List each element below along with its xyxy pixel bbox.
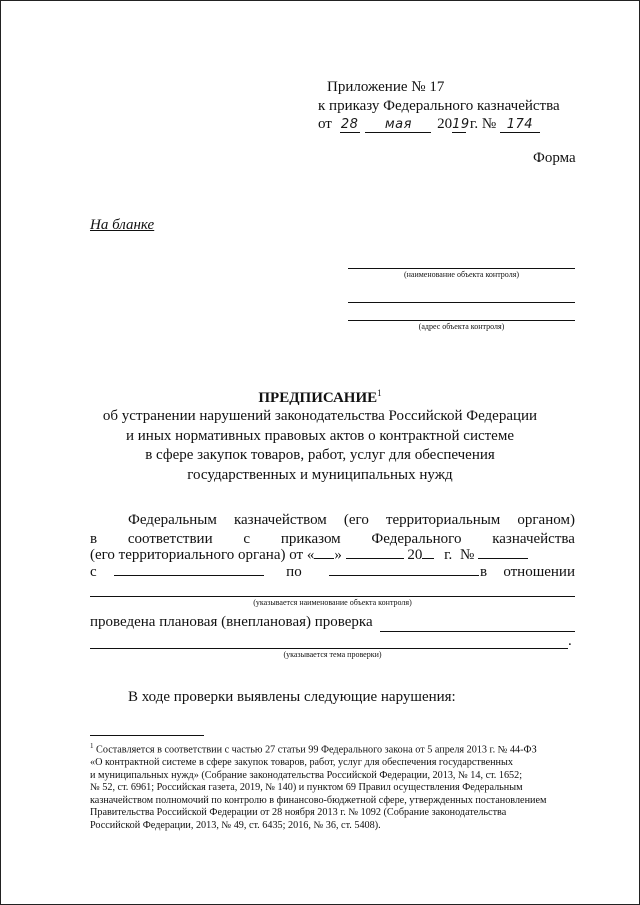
- year-prefix: 20: [437, 116, 453, 132]
- body-text: от «: [289, 547, 315, 563]
- inspection-type-line[interactable]: [380, 631, 575, 632]
- body-word: Федерального: [371, 531, 462, 547]
- footnote-line: и муниципальных нужд» (Собрание законодательства Российской Федерации, 2013, № 14, ст. 1652;: [90, 769, 523, 781]
- document-title: [0, 388, 640, 407]
- form-label: Форма: [533, 150, 576, 166]
- body-text: 20: [407, 547, 423, 563]
- appendix-order-ref: к приказу Федерального казначейства: [318, 98, 560, 114]
- body-line-3: [90, 547, 528, 564]
- footnote-line: Российской Федерации, 2013, № 49, ст. 6435; 2016, № 36, ст. 5408).: [90, 819, 381, 831]
- inspection-topic-caption: (указывается тема проверки): [283, 650, 382, 659]
- footnote-text: Составляется в соответствии с частью 27 статьи 99 Федерального закона от 5 апреля 2013 г. № 44-ФЗ: [96, 744, 537, 756]
- control-object-caption: (указывается наименование объекта контроля): [253, 598, 412, 607]
- appendix-date-line: [318, 116, 540, 133]
- title-subtitle: [0, 407, 640, 485]
- order-month-field[interactable]: [346, 558, 404, 559]
- body-word: приказом: [280, 531, 341, 547]
- object-name-line-2: [348, 302, 575, 303]
- footnote-line: № 52, ст. 6961; Российская газета, 2019, № 140) и пунктом 69 Правил осуществления Федеральным: [90, 782, 523, 794]
- body-word: соответствии: [127, 531, 213, 547]
- body-text: »: [334, 547, 342, 563]
- body-word: территориальным: [385, 512, 501, 528]
- body-line-2: [90, 531, 575, 548]
- body-text: г.: [444, 547, 453, 563]
- body-word: казначейством: [233, 512, 327, 528]
- object-name-caption: (наименование объекта контроля): [403, 270, 520, 279]
- violations-heading: В ходе проверки выявлены следующие нарушения:: [128, 689, 456, 705]
- order-day-field[interactable]: [314, 558, 334, 559]
- year-tail: г. №: [469, 116, 497, 132]
- footnote: [90, 740, 578, 833]
- footnote-line: Правительства Российской Федерации от 28 ноября 2013 г. № 1092 (Собрание законодательства: [90, 807, 507, 819]
- body-text: (его территориального органа): [90, 547, 286, 563]
- title-line: государственных и муниципальных нужд: [187, 466, 453, 483]
- from-word: от: [318, 116, 332, 132]
- body-word: с: [243, 531, 251, 547]
- body-text: отношении: [503, 564, 575, 580]
- body-word: Федеральным: [128, 512, 217, 528]
- period-end-field[interactable]: [329, 575, 479, 576]
- body-word: (его: [343, 512, 369, 528]
- body-word: в: [90, 531, 98, 547]
- body-text: №: [460, 547, 475, 563]
- period-start-field[interactable]: [114, 575, 264, 576]
- body-word: казначейства: [492, 531, 575, 547]
- object-address-caption: (адрес объекта контроля): [418, 322, 505, 331]
- title-line: и иных нормативных правовых актов о контрактной системе: [125, 427, 514, 444]
- title-line: в сфере закупок товаров, работ, услуг для обеспечения: [145, 447, 495, 463]
- object-address-line: [348, 320, 575, 321]
- body-text: по: [286, 564, 302, 580]
- control-object-line[interactable]: [90, 596, 575, 597]
- order-number: 174: [500, 117, 540, 133]
- body-line-4: [90, 564, 575, 581]
- topic-period: .: [568, 633, 572, 649]
- title-heading: ПРЕДПИСАНИЕ: [258, 390, 378, 406]
- body-text: в: [480, 564, 488, 580]
- footnote-line: «О контрактной системе в сфере закупок товаров, работ, услуг для обеспечения государственных: [90, 756, 513, 768]
- footnote-line: казначейством полномочий по контролю в финансово-бюджетной сфере, утвержденных постановлением: [90, 794, 547, 806]
- order-year-field[interactable]: [422, 558, 434, 559]
- object-name-line: [348, 268, 575, 269]
- title-line: об устранении нарушений законодательства Российской Федерации: [102, 408, 538, 424]
- body-word: органом): [517, 512, 575, 528]
- appendix-number: Приложение № 17: [327, 79, 445, 95]
- body-line-1: [128, 512, 575, 529]
- title-footnote-mark: 1: [377, 388, 382, 398]
- date-month: мая: [365, 117, 431, 133]
- order-number-field[interactable]: [478, 558, 528, 559]
- footnote-separator: [90, 735, 204, 736]
- date-day: 28: [340, 117, 359, 132]
- blank-label: На бланке: [90, 217, 155, 233]
- inspection-topic-line[interactable]: [90, 648, 568, 649]
- footnote-mark: 1: [90, 742, 94, 750]
- body-text: с: [90, 564, 97, 580]
- year-suffix: 19: [452, 117, 470, 132]
- inspection-text: проведена плановая (внеплановая) проверка: [90, 614, 373, 630]
- footnote-line: [90, 740, 578, 757]
